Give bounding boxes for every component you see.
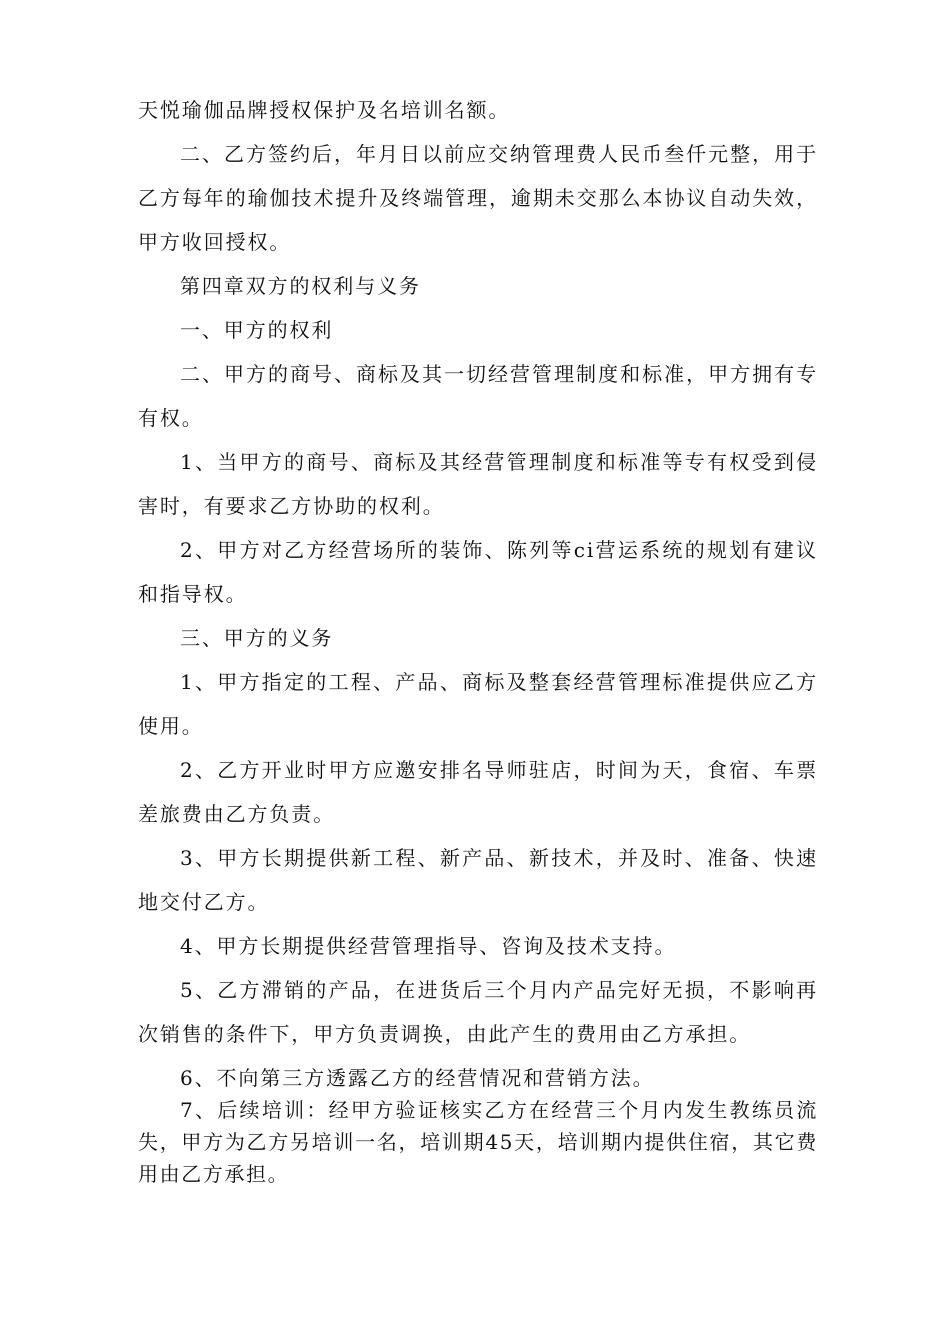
paragraph-1: 天悦瑜伽品牌授权保护及名培训名额。 (138, 98, 511, 122)
paragraph-2: 二、乙方签约后，年月日以前应交纳管理费人民币叁仟元整，用于乙方每年的瑜伽技术提升及终端管理，逾期未交那么本协议自动失效，甲方收回授权。 (138, 142, 818, 254)
paragraph-13: 5、乙方滞销的产品，在进货后三个月内产品完好无损，不影响再次销售的条件下，甲方负责调换，由此产生的费用由乙方承担。 (138, 978, 818, 1046)
paragraph-11: 3、甲方长期提供新工程、新产品、新技术，并及时、准备、快速地交付乙方。 (138, 846, 818, 914)
section-heading-party-a-obligations: 三、甲方的义务 (180, 626, 334, 650)
paragraph-6: 1、当甲方的商号、商标及其经营管理制度和标准等专有权受到侵害时，有要求乙方协助的权利。 (138, 450, 818, 518)
document-page (138, 88, 818, 1190)
paragraph-12: 4、甲方长期提供经营管理指导、咨询及技术支持。 (180, 934, 677, 958)
paragraph-9: 1、甲方指定的工程、产品、商标及整套经营管理标准提供应乙方使用。 (138, 670, 818, 738)
paragraph-10: 2、乙方开业时甲方应邀安排名导师驻店，时间为天，食宿、车票差旅费由乙方负责。 (138, 758, 818, 826)
section-heading-party-a-rights: 一、甲方的权利 (180, 318, 334, 342)
chapter-heading: 第四章双方的权利与义务 (180, 274, 421, 298)
paragraph-7: 2、甲方对乙方经营场所的装饰、陈列等ci营运系统的规划有建议和指导权。 (138, 538, 818, 606)
paragraph-5: 二、甲方的商号、商标及其一切经营管理制度和标准，甲方拥有专有权。 (138, 362, 818, 430)
paragraph-14: 6、不向第三方透露乙方的经营情况和营销方法。 (180, 1066, 655, 1090)
paragraph-15: 7、后续培训：经甲方验证核实乙方在经营三个月内发生教练员流失，甲方为乙方另培训一名，培训期45天，培训期内提供住宿，其它费用由乙方承担。 (138, 1098, 818, 1186)
